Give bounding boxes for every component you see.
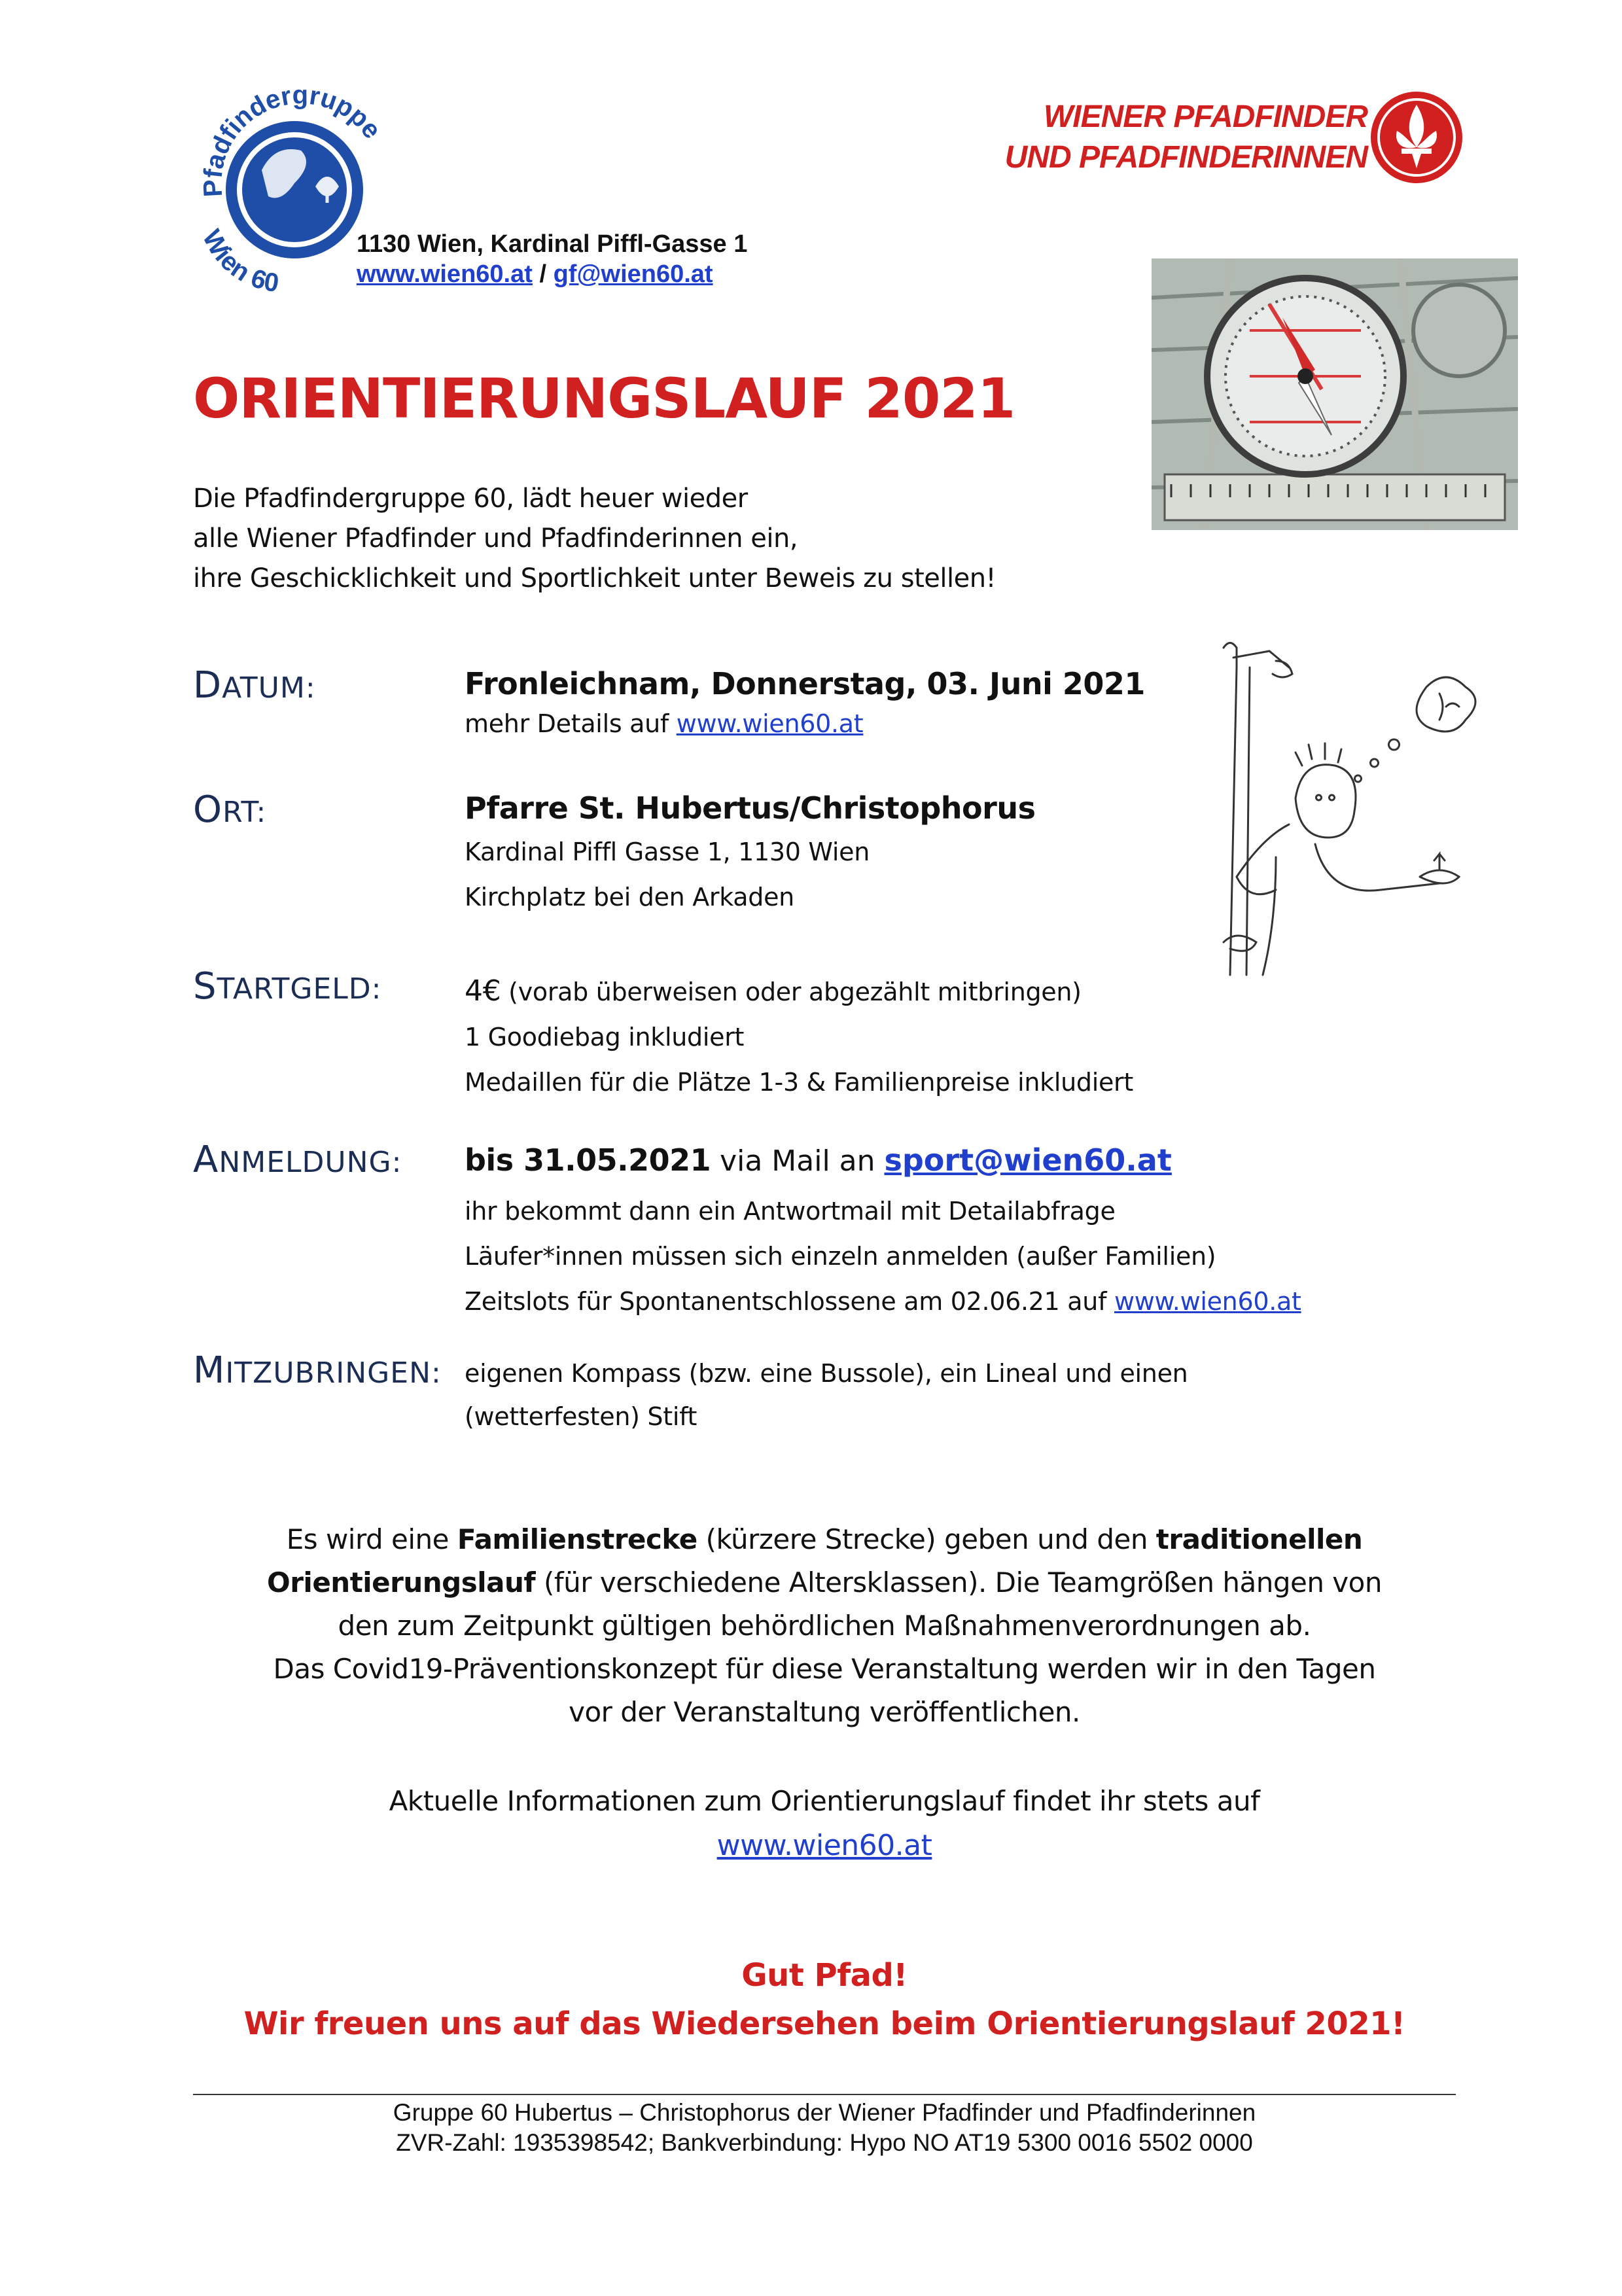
footer-line-2: ZVR-Zahl: 1935398542; Bankverbindung: Hypo NO AT19 5300 0016 5502 0000 — [396, 2129, 1253, 2156]
email-link[interactable]: gf@wien60.at — [553, 260, 713, 288]
highlight-orientierungslauf: Orientierungslauf — [267, 1566, 536, 1598]
logo-left-top-text: Pfadfindergruppe — [198, 80, 387, 198]
ort-line: Kardinal Piffl Gasse 1, 1130 Wien — [465, 838, 870, 866]
scout-with-compass-sketch — [1197, 635, 1485, 988]
wordmark-line-1: WIENER PFADFINDER — [1043, 99, 1367, 134]
label-mitzubringen: MITZUBRINGEN: — [193, 1349, 442, 1392]
website-link[interactable]: www.wien60.at — [357, 260, 533, 288]
startgeld-note: (vorab überweisen oder abgezählt mitbringen) — [501, 978, 1082, 1006]
anmeldung-line: Läufer*innen müssen sich einzeln anmelden (außer Familien) — [465, 1242, 1216, 1271]
label-startgeld: STARTGELD: — [193, 965, 382, 1008]
mitzubringen-line: eigenen Kompass (bzw. eine Bussole), ein Lineal und einen — [465, 1359, 1188, 1388]
datum-detail-prefix: mehr Details auf — [465, 709, 677, 738]
mitzubringen-line: (wetterfesten) Stift — [465, 1402, 697, 1431]
intro-line: Die Pfadfindergruppe 60, lädt heuer wieder — [193, 484, 748, 514]
ort-main: Pfarre St. Hubertus/Christophorus — [465, 790, 1036, 826]
page-title: ORIENTIERUNGSLAUF 2021 — [193, 366, 1015, 431]
intro-line: ihre Geschicklichkeit und Sportlichkeit unter Beweis zu stellen! — [193, 563, 996, 593]
anmeldung-line: ihr bekommt dann ein Antwortmail mit Detailabfrage — [465, 1197, 1116, 1226]
intro-line: alle Wiener Pfadfinder und Pfadfinderinnen ein, — [193, 523, 798, 554]
datum-value — [465, 666, 1145, 747]
anmeldung-line3-prefix: Zeitslots für Spontanentschlossene am 02.06.21 auf — [465, 1287, 1114, 1316]
compass-photo — [1152, 258, 1518, 530]
anmeldung-line3-link[interactable]: www.wien60.at — [1114, 1287, 1301, 1316]
anmeldung-via: via Mail an — [711, 1144, 885, 1178]
highlight-traditionellen: traditionellen — [1155, 1523, 1363, 1555]
anmeldung-value — [465, 1139, 1301, 1324]
ort-value — [465, 790, 1035, 920]
footer-line-1: Gruppe 60 Hubertus – Christophorus der Wiener Pfadfinder und Pfadfinderinnen — [393, 2099, 1256, 2126]
closing-line-1: Gut Pfad! — [741, 1957, 908, 1994]
aktuell-link[interactable]: www.wien60.at — [716, 1829, 932, 1862]
footer — [157, 2098, 1492, 2158]
startgeld-amount: 4€ — [465, 974, 501, 1008]
closing-line-2: Wir freuen uns auf das Wiedersehen beim Orientierungslauf 2021! — [243, 2005, 1405, 2042]
aktuell-text: Aktuelle Informationen zum Orientierungslauf findet ihr stets auf — [389, 1785, 1260, 1817]
address-text: 1130 Wien, Kardinal Piffl-Gasse 1 — [357, 230, 748, 258]
wiener-pfadfinder-wordmark — [1001, 97, 1367, 178]
startgeld-value — [465, 968, 1133, 1105]
startgeld-line: Medaillen für die Plätze 1-3 & Familienpreise inkludiert — [465, 1068, 1133, 1097]
logo-left-bottom-text: Wien 60 — [196, 225, 281, 294]
label-datum: DATUM: — [193, 664, 316, 707]
intro-text — [193, 479, 996, 599]
anmeldung-deadline: bis 31.05.2021 — [465, 1142, 711, 1178]
datum-detail-link[interactable]: www.wien60.at — [676, 709, 864, 738]
aktuell-info — [157, 1780, 1492, 1867]
description-paragraph: Es wird eine Familienstrecke (kürzere Strecke) geben und den traditionellen Orientierungslauf (für verschiedene Altersklassen). Die Teamgrößen hängen von den zum Zeitpunkt gültigen behördlichen Maßnahmenverordnungen ab. Das Covid19-Präventionskonzept für diese Veranstaltung werden wir in den Tagen vor der Veranstaltung veröffentlichen. — [267, 1523, 1382, 1728]
mitzubringen-value — [465, 1352, 1188, 1438]
label-anmeldung: ANMELDUNG: — [193, 1139, 402, 1181]
header-contact — [357, 229, 747, 289]
wordmark-line-2: UND PFADFINDERINNEN — [1004, 140, 1367, 175]
ort-line: Kirchplatz bei den Arkaden — [465, 883, 794, 911]
closing-message — [157, 1951, 1492, 2048]
datum-main: Fronleichnam, Donnerstag, 03. Juni 2021 — [465, 666, 1145, 701]
anmeldung-mail-link[interactable]: sport@wien60.at — [884, 1142, 1172, 1178]
footer-divider — [193, 2094, 1456, 2095]
fleur-de-lis-emblem-icon — [1367, 88, 1466, 186]
highlight-familienstrecke: Familienstrecke — [457, 1523, 697, 1555]
startgeld-line: 1 Goodiebag inkludiert — [465, 1023, 745, 1051]
link-separator: / — [532, 260, 554, 288]
label-ort: ORT: — [193, 788, 267, 831]
